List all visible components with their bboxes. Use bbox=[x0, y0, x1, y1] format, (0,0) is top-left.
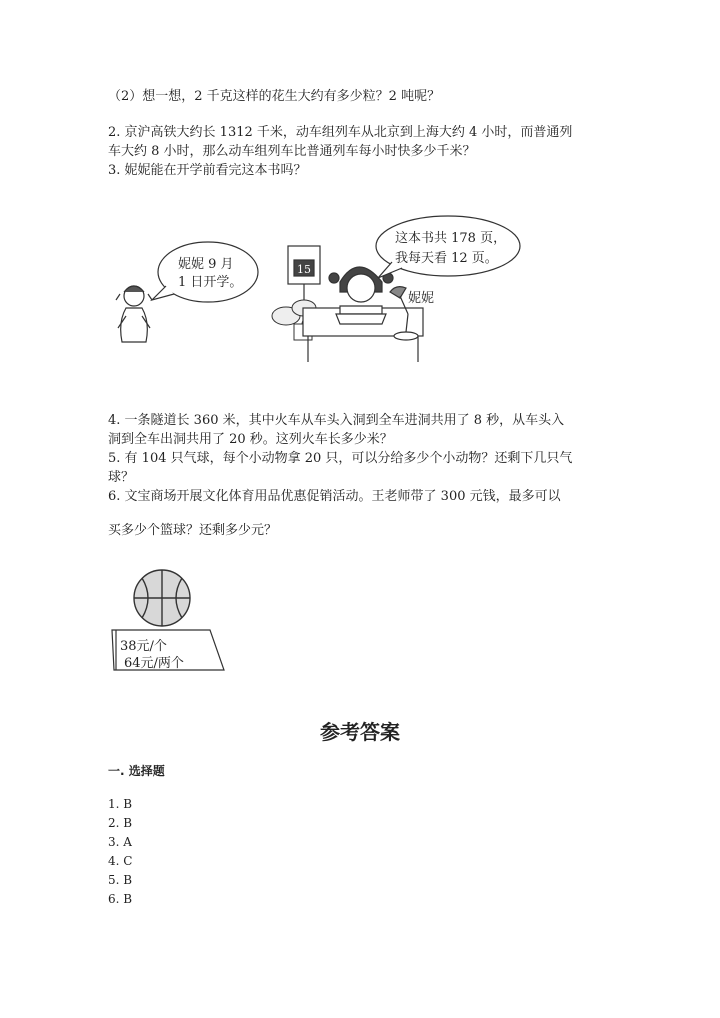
price-pair: 64元/两个 bbox=[124, 656, 184, 671]
right-bubble-line-2: 我每天看 12 页。 bbox=[395, 251, 498, 266]
question-2-line-1: 2. 京沪高铁大约长 1312 千米，动车组列车从北京到上海大约 4 小时，而普通列 bbox=[108, 125, 573, 140]
reading-illustration bbox=[108, 212, 548, 382]
answer-item: 2. B bbox=[108, 816, 133, 830]
answer-item: 4. C bbox=[108, 854, 133, 868]
girl-name-label: 妮妮 bbox=[408, 291, 435, 306]
question-4-line-2: 洞到全车出洞共用了 20 秒。这列火车长多少米？ bbox=[108, 432, 393, 447]
question-3: 3. 妮妮能在开学前看完这本书吗？ bbox=[108, 163, 307, 178]
basketball-illustration bbox=[108, 566, 238, 678]
basketball-icon bbox=[134, 570, 190, 626]
answers-title: 参考答案 bbox=[320, 720, 400, 744]
answer-item: 3. A bbox=[108, 835, 132, 849]
answers-section-heading: 一. 选择题 bbox=[108, 764, 165, 778]
left-bubble-line-1: 妮妮 9 月 bbox=[178, 257, 234, 272]
answer-item: 5. B bbox=[108, 873, 133, 887]
question-4-line-1: 4. 一条隧道长 360 米，其中火车从车头入洞到全车进洞共用了 8 秒，从车头入 bbox=[108, 413, 565, 428]
question-1-part-2: （2）想一想，2 千克这样的花生大约有多少粒？2 吨呢？ bbox=[108, 89, 441, 104]
calendar-day: 15 bbox=[297, 263, 311, 276]
question-5-line-2: 球？ bbox=[108, 470, 135, 485]
question-6-line-1: 6. 文宝商场开展文化体育用品优惠促销活动。王老师带了 300 元钱，最多可以 bbox=[108, 489, 561, 504]
question-2-line-2: 车大约 8 小时，那么动车组列车比普通列车每小时快多少千米？ bbox=[108, 144, 476, 159]
answer-item: 6. B bbox=[108, 892, 133, 906]
right-speech-bubble bbox=[376, 216, 520, 278]
answer-item: 1. B bbox=[108, 797, 133, 811]
question-6-line-2: 买多少个篮球？还剩多少元？ bbox=[108, 523, 278, 538]
price-single: 38元/个 bbox=[120, 639, 167, 654]
left-speech-bubble bbox=[152, 242, 258, 302]
left-bubble-line-2: 1 日开学。 bbox=[178, 275, 243, 290]
right-bubble-line-1: 这本书共 178 页， bbox=[395, 231, 507, 246]
small-girl-figure bbox=[116, 286, 152, 342]
question-5-line-1: 5. 有 104 只气球，每个小动物拿 20 只，可以分给多少个小动物？还剩下几只气 bbox=[108, 451, 573, 466]
